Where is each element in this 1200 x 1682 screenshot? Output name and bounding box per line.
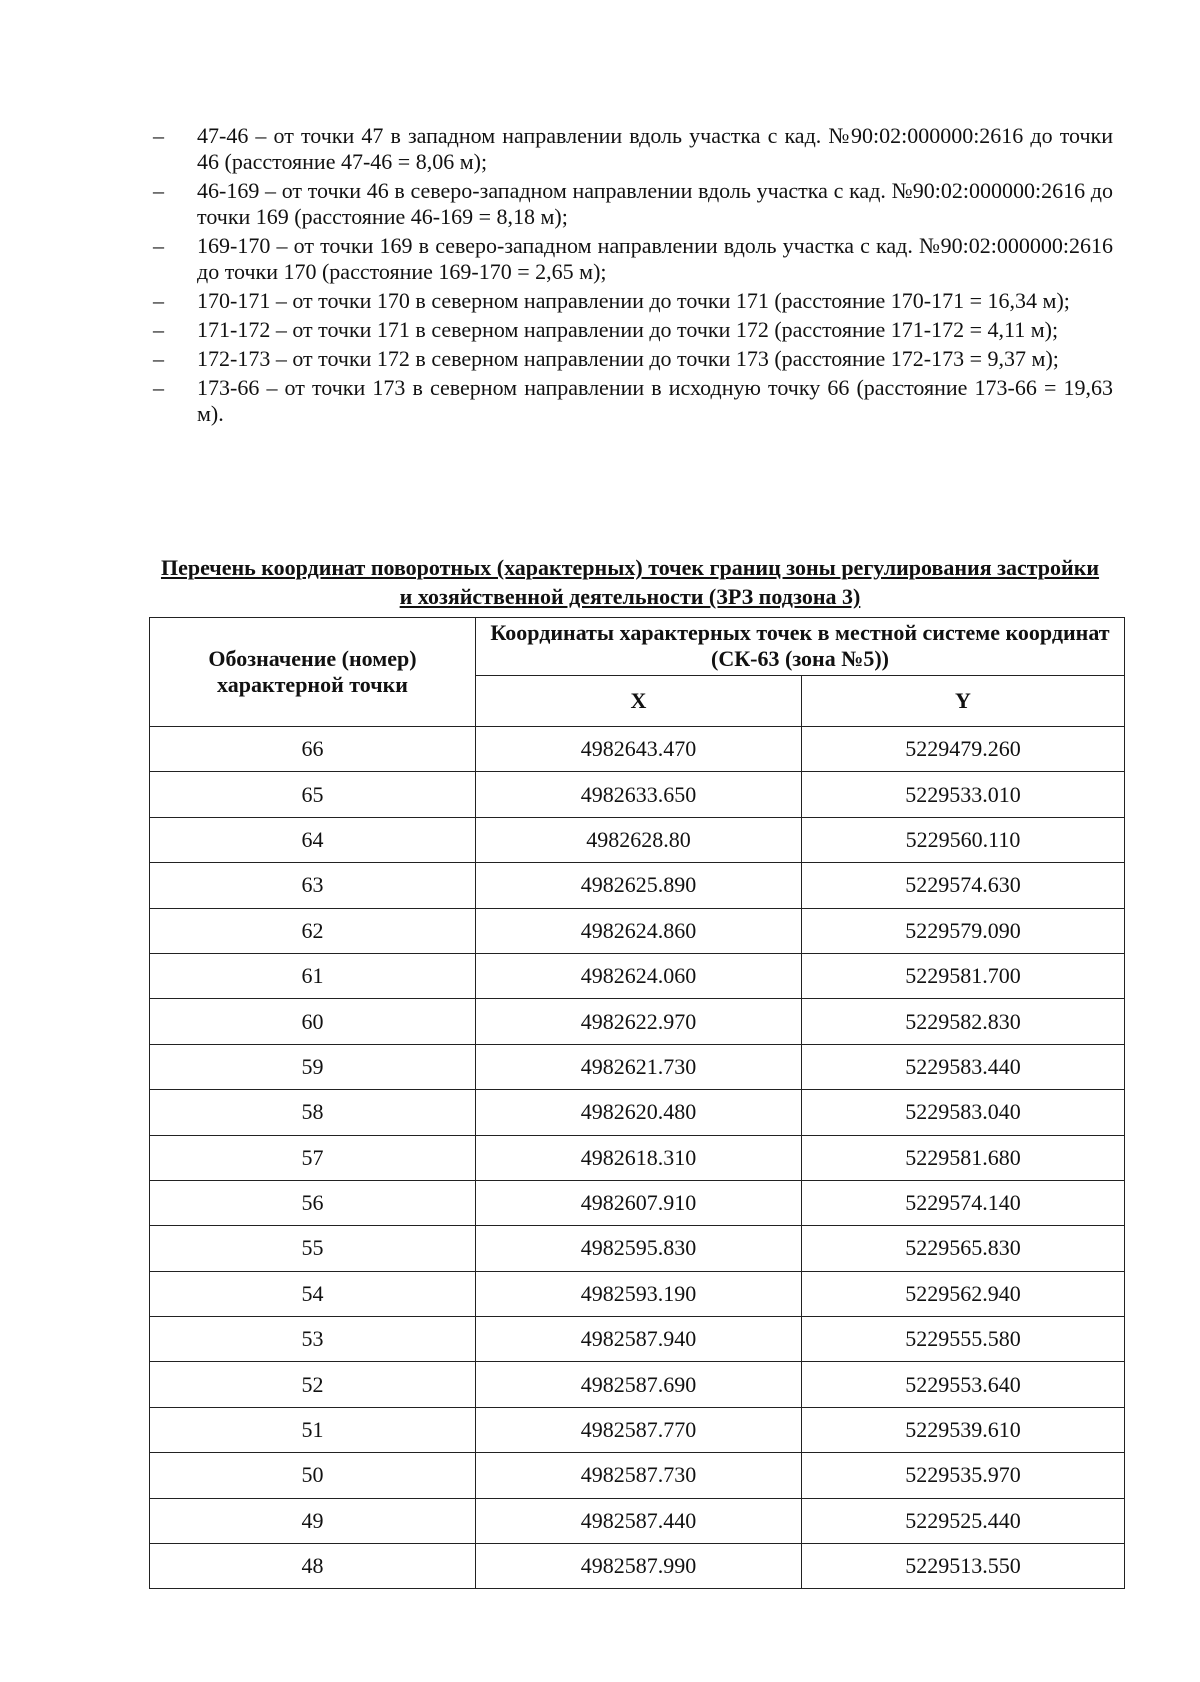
coord-y: 5229574.140 [802,1180,1125,1225]
list-item-text: 172-173 – от точки 172 в северном направлении до точки 173 (расстояние 172-173 = 9,37 м); [197,346,1059,371]
coord-x: 4982607.910 [476,1180,802,1225]
coord-x: 4982587.940 [476,1317,802,1362]
coord-x: 4982624.060 [476,953,802,998]
point-number: 62 [150,908,476,953]
coord-x: 4982622.970 [476,999,802,1044]
point-number: 66 [150,727,476,772]
coord-y: 5229583.440 [802,1044,1125,1089]
table-row [150,1044,1125,1089]
point-number: 49 [150,1498,476,1543]
list-item [153,346,1113,372]
coord-y: 5229562.940 [802,1271,1125,1316]
coordinates-table [149,617,1125,1589]
dash-marker: – [153,288,164,313]
table-title: Перечень координат поворотных (характерных) точек границ зоны регулирования застройки и хозяйственной деятельности (ЗРЗ подзона 3) [160,555,1100,609]
table-row [150,1362,1125,1407]
coord-y: 5229581.680 [802,1135,1125,1180]
list-item-text: 46-169 – от точки 46 в северо-западном направлении вдоль участка с кад. №90:02:000000:2616 до точки 169 (расстояние 46-169 = 8,18 м); [197,178,1113,229]
point-number: 55 [150,1226,476,1271]
point-number: 57 [150,1135,476,1180]
coord-x: 4982587.730 [476,1453,802,1498]
point-number: 61 [150,953,476,998]
point-number: 59 [150,1044,476,1089]
dash-marker: – [153,375,164,400]
table-row [150,953,1125,998]
boundary-description-list [153,123,1113,430]
dash-marker: – [153,233,164,258]
coord-x: 4982624.860 [476,908,802,953]
point-number: 48 [150,1544,476,1589]
point-number: 64 [150,817,476,862]
list-item [153,123,1113,175]
header-y: Y [802,675,1125,726]
list-item [153,288,1113,314]
point-number: 63 [150,863,476,908]
point-number: 50 [150,1453,476,1498]
coord-y: 5229581.700 [802,953,1125,998]
list-item-text: 47-46 – от точки 47 в западном направлении вдоль участка с кад. №90:02:000000:2616 до точки 46 (расстояние 47-46 = 8,06 м); [197,123,1113,174]
table-row [150,999,1125,1044]
table-row [150,1317,1125,1362]
table-row [150,1090,1125,1135]
table-row [150,908,1125,953]
point-number: 60 [150,999,476,1044]
coord-y: 5229560.110 [802,817,1125,862]
dash-marker: – [153,317,164,342]
table-row [150,1135,1125,1180]
table-row [150,863,1125,908]
header-coordinates: Координаты характерных точек в местной системе координат (СК-63 (зона №5)) [476,618,1125,676]
coord-x: 4982587.990 [476,1544,802,1589]
list-item [153,233,1113,285]
coord-x: 4982643.470 [476,727,802,772]
point-number: 56 [150,1180,476,1225]
table-row [150,1544,1125,1589]
table-row [150,1498,1125,1543]
coord-y: 5229582.830 [802,999,1125,1044]
table-row [150,1407,1125,1452]
coord-y: 5229539.610 [802,1407,1125,1452]
coord-x: 4982625.890 [476,863,802,908]
coord-y: 5229533.010 [802,772,1125,817]
coord-x: 4982587.690 [476,1362,802,1407]
point-number: 53 [150,1317,476,1362]
table-row [150,772,1125,817]
list-item-text: 169-170 – от точки 169 в северо-западном направлении вдоль участка с кад. №90:02:000000:2616 до точки 170 (расстояние 169-170 = 2,65 м); [197,233,1113,284]
table-row [150,817,1125,862]
header-point-number: Обозначение (номер) характерной точки [150,618,476,727]
coord-x: 4982618.310 [476,1135,802,1180]
point-number: 65 [150,772,476,817]
coord-y: 5229583.040 [802,1090,1125,1135]
point-number: 58 [150,1090,476,1135]
coord-x: 4982593.190 [476,1271,802,1316]
table-row [150,1453,1125,1498]
coord-y: 5229555.580 [802,1317,1125,1362]
coord-y: 5229513.550 [802,1544,1125,1589]
list-item [153,375,1113,427]
list-item-text: 170-171 – от точки 170 в северном направлении до точки 171 (расстояние 170-171 = 16,34 м); [197,288,1070,313]
point-number: 54 [150,1271,476,1316]
dash-marker: – [153,346,164,371]
point-number: 52 [150,1362,476,1407]
coord-y: 5229565.830 [802,1226,1125,1271]
header-x: X [476,675,802,726]
coord-y: 5229574.630 [802,863,1125,908]
coord-y: 5229579.090 [802,908,1125,953]
coord-x: 4982621.730 [476,1044,802,1089]
list-item-text: 173-66 – от точки 173 в северном направлении в исходную точку 66 (расстояние 173-66 = 19,63 м). [197,375,1113,426]
coord-x: 4982595.830 [476,1226,802,1271]
coord-x: 4982587.770 [476,1407,802,1452]
coord-y: 5229525.440 [802,1498,1125,1543]
coord-x: 4982633.650 [476,772,802,817]
coord-x: 4982620.480 [476,1090,802,1135]
point-number: 51 [150,1407,476,1452]
table-row [150,1271,1125,1316]
coord-y: 5229553.640 [802,1362,1125,1407]
list-item [153,317,1113,343]
coord-x: 4982587.440 [476,1498,802,1543]
table-row [150,727,1125,772]
table-row [150,1226,1125,1271]
dash-marker: – [153,123,164,148]
list-item-text: 171-172 – от точки 171 в северном направлении до точки 172 (расстояние 171-172 = 4,11 м); [197,317,1059,342]
coord-y: 5229535.970 [802,1453,1125,1498]
list-item [153,178,1113,230]
coord-x: 4982628.80 [476,817,802,862]
coord-y: 5229479.260 [802,727,1125,772]
table-row [150,1180,1125,1225]
dash-marker: – [153,178,164,203]
